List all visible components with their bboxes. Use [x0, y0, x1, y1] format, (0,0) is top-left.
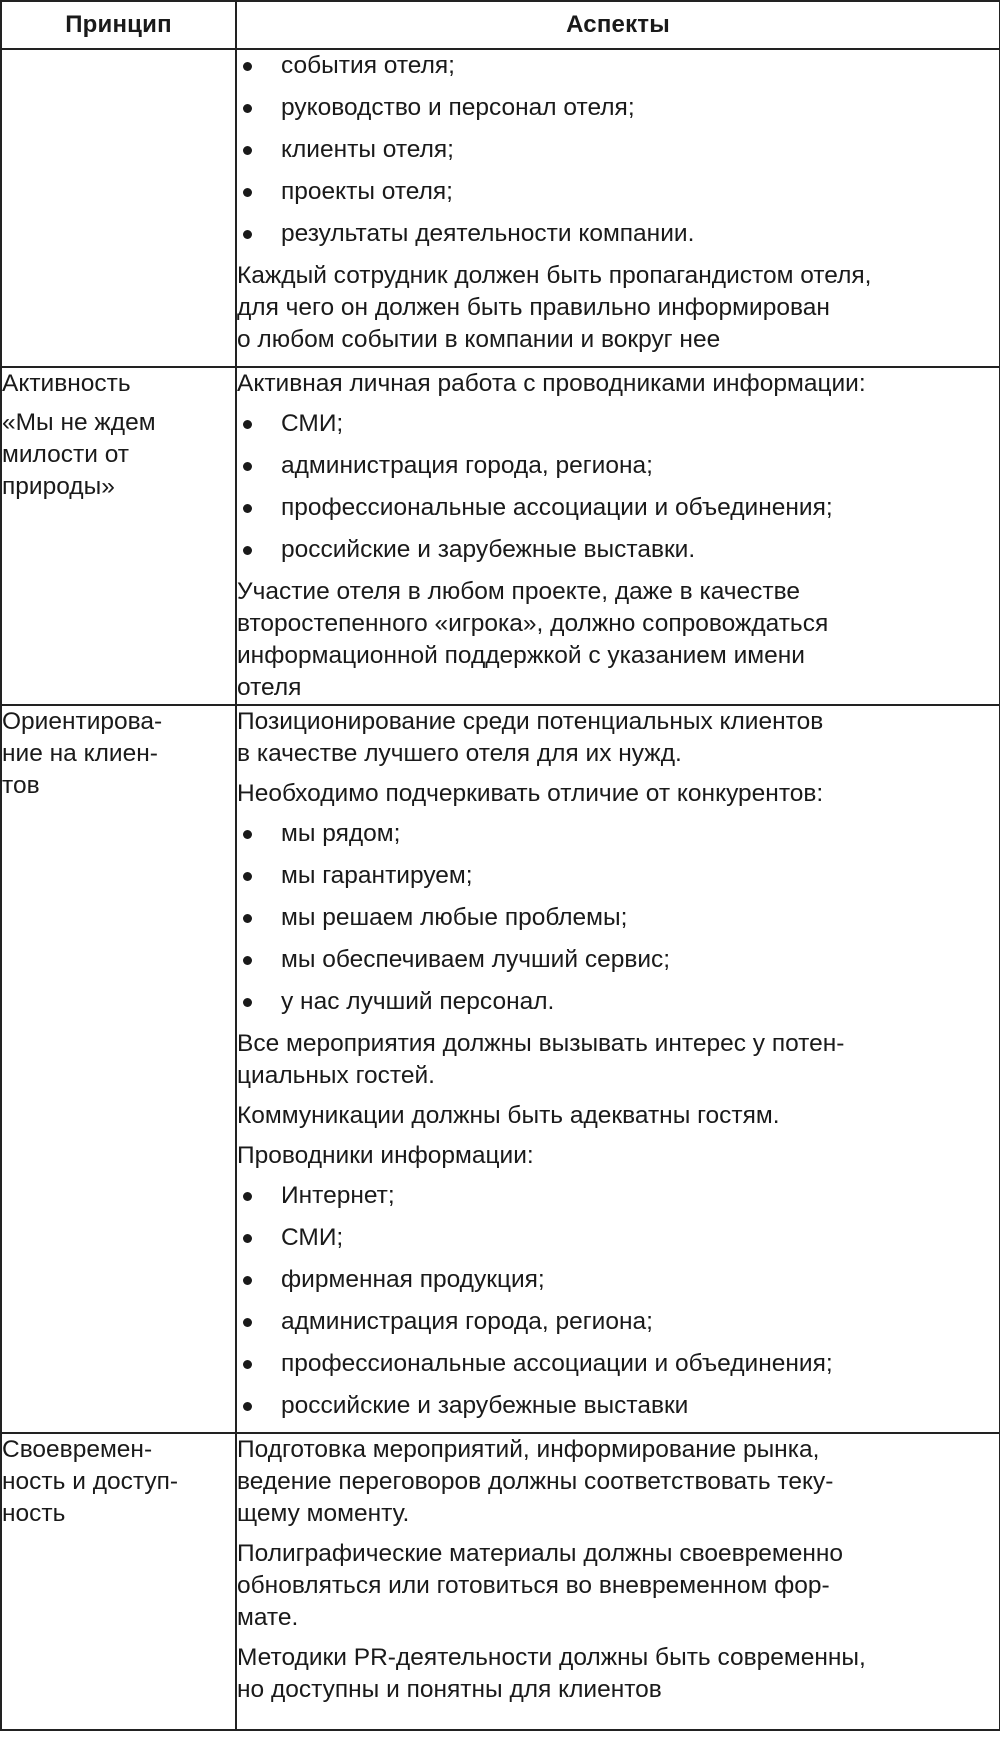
bullet-icon	[243, 420, 252, 429]
principle-motto: «Мы не ждем милости от природы»	[2, 409, 156, 500]
bullet-icon	[243, 546, 252, 555]
table-header-row	[1, 1, 1000, 49]
list-item: СМИ;	[237, 408, 999, 440]
list-item: проекты отеля;	[237, 176, 999, 208]
bullet-list	[237, 408, 999, 566]
table-row	[1, 49, 1000, 367]
list-item: Интернет;	[237, 1180, 999, 1212]
list-item: у нас лучший персонал.	[237, 986, 999, 1018]
bullet-icon	[243, 62, 252, 71]
list-item: мы рядом;	[237, 818, 999, 850]
paragraph: Необходимо подчеркивать отличие от конкурентов:	[237, 780, 824, 807]
list-item: профессиональные ассоциации и объединения;	[237, 1348, 999, 1380]
table-row	[1, 367, 1000, 705]
bullet-icon	[243, 1402, 252, 1411]
bullet-icon	[243, 462, 252, 471]
paragraph: Каждый сотрудник должен быть пропагандистом отеля, для чего он должен быть правильно информирован о любом событии в компании и вокруг нее	[237, 262, 872, 353]
principle-name: Активность	[2, 370, 131, 397]
principle-cell	[1, 49, 236, 367]
bullet-list	[237, 50, 999, 250]
bullet-icon	[243, 504, 252, 513]
bullet-icon	[243, 1192, 252, 1201]
table-row	[1, 705, 1000, 1433]
principle-cell	[1, 367, 236, 705]
bullet-icon	[243, 104, 252, 113]
bullet-icon	[243, 230, 252, 239]
list-item: администрация города, региона;	[237, 450, 999, 482]
principle-name: Ориентирова- ние на клиен- тов	[2, 708, 163, 799]
principle-cell	[1, 705, 236, 1433]
bullet-icon	[243, 146, 252, 155]
paragraph: Все мероприятия должны вызывать интерес у потен- циальных гостей.	[237, 1030, 845, 1089]
bullet-icon	[243, 872, 252, 881]
aspects-cell	[236, 49, 1000, 367]
list-item: руководство и персонал отеля;	[237, 92, 999, 124]
list-item: администрация города, региона;	[237, 1306, 999, 1338]
paragraph: Подготовка мероприятий, информирование рынка, ведение переговоров должны соответствовать теку- щему моменту.	[237, 1436, 834, 1527]
list-item: мы гарантируем;	[237, 860, 999, 892]
bullet-list	[237, 1180, 999, 1422]
bullet-icon	[243, 1318, 252, 1327]
list-item: результаты деятельности компании.	[237, 218, 999, 250]
aspects-cell	[236, 1433, 1000, 1730]
list-item: профессиональные ассоциации и объединения;	[237, 492, 999, 524]
principle-cell	[1, 1433, 236, 1730]
paragraph: Полиграфические материалы должны своевременно обновляться или готовиться во вневременном фор- мате.	[237, 1540, 844, 1631]
header-aspects: Аспекты	[236, 1, 1000, 49]
paragraph: Позиционирование среди потенциальных клиентов в качестве лучшего отеля для их нужд.	[237, 708, 824, 767]
list-item: клиенты отеля;	[237, 134, 999, 166]
list-item: СМИ;	[237, 1222, 999, 1254]
bullet-icon	[243, 1234, 252, 1243]
list-item: мы решаем любые проблемы;	[237, 902, 999, 934]
paragraph: Участие отеля в любом проекте, даже в качестве второстепенного «игрока», должно сопровождаться информационной поддержкой с указанием имени отеля	[237, 578, 829, 701]
paragraph: Коммуникации должны быть адекватны гостям.	[237, 1102, 780, 1129]
bullet-icon	[243, 1360, 252, 1369]
bullet-icon	[243, 956, 252, 965]
table-row	[1, 1433, 1000, 1730]
header-principle: Принцип	[1, 1, 236, 49]
bullet-icon	[243, 998, 252, 1007]
list-item: российские и зарубежные выставки.	[237, 534, 999, 566]
bullet-icon	[243, 830, 252, 839]
paragraph: Проводники информации:	[237, 1142, 534, 1169]
list-item: российские и зарубежные выставки	[237, 1390, 999, 1422]
principle-name: Своевремен- ность и доступ- ность	[2, 1436, 179, 1527]
list-item: события отеля;	[237, 50, 999, 82]
list-item: фирменная продукция;	[237, 1264, 999, 1296]
bullet-icon	[243, 1276, 252, 1285]
list-item: мы обеспечиваем лучший сервис;	[237, 944, 999, 976]
aspects-cell	[236, 367, 1000, 705]
bullet-icon	[243, 188, 252, 197]
paragraph: Методики PR-деятельности должны быть современны, но доступны и понятны для клиентов	[237, 1644, 866, 1703]
paragraph: Активная личная работа с проводниками информации:	[237, 370, 866, 397]
bullet-icon	[243, 914, 252, 923]
bullet-list	[237, 818, 999, 1018]
aspects-cell	[236, 705, 1000, 1433]
